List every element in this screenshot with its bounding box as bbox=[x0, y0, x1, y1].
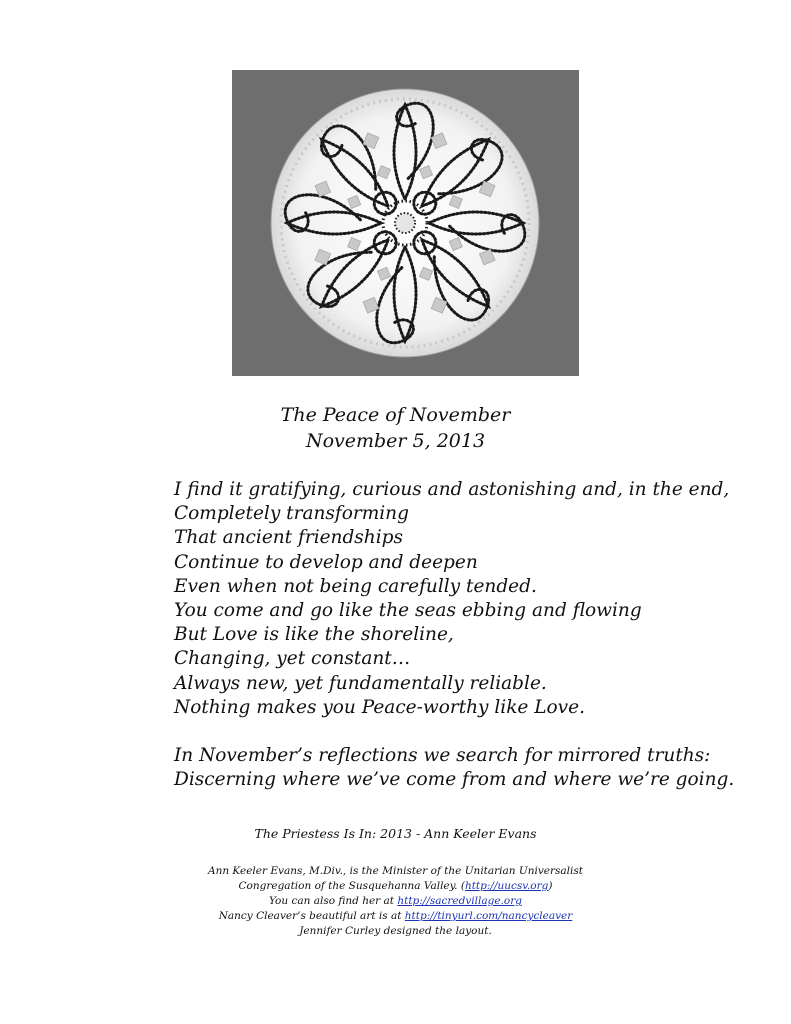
stanza-break bbox=[174, 720, 774, 744]
poem-line: Even when not being carefully tended. bbox=[174, 575, 537, 597]
poem-title: The Peace of November bbox=[280, 404, 511, 426]
mandala-icon bbox=[232, 70, 579, 376]
credits-text: Nancy Cleaver’s beautiful art is at bbox=[218, 910, 405, 922]
uucsv-link[interactable]: http://uucsv.org bbox=[464, 880, 549, 892]
poem-line: Continue to develop and deepen bbox=[174, 551, 478, 573]
poem-title-block bbox=[0, 402, 791, 454]
poem-line: I find it gratifying, curious and astonishing and, in the end, bbox=[174, 479, 730, 500]
poem-line: Always new, yet fundamentally reliable. bbox=[174, 672, 547, 694]
sacredvillage-link[interactable]: http://sacredvillage.org bbox=[397, 895, 522, 907]
credits-text: Congregation of the Susquehanna Valley. ( bbox=[238, 880, 465, 892]
poem-line: Nothing makes you Peace-worthy like Love. bbox=[174, 696, 585, 718]
poem-line: Changing, yet constant… bbox=[174, 648, 411, 670]
poem-line: That ancient friendships bbox=[174, 527, 403, 549]
nancycleaver-link[interactable]: http://tinyurl.com/nancycleaver bbox=[404, 910, 573, 922]
poem-line: Completely transforming bbox=[174, 503, 409, 525]
credits-line-congregation bbox=[0, 879, 791, 894]
poem-line: You come and go like the seas ebbing and flowing bbox=[174, 600, 642, 622]
poem-signature: The Priestess Is In: 2013 - Ann Keeler Evans bbox=[254, 826, 537, 841]
mandala-artwork bbox=[232, 70, 579, 376]
credits-text: You can also find her at bbox=[269, 895, 398, 907]
credits-line-artist bbox=[0, 909, 791, 924]
poem-body bbox=[174, 478, 774, 792]
poem-line: But Love is like the shoreline, bbox=[174, 624, 454, 646]
credits-text: ) bbox=[548, 880, 553, 892]
credits-line-minister: Ann Keeler Evans, M.Div., is the Minister of the Unitarian Universalist bbox=[207, 865, 583, 877]
credits-line-layout: Jennifer Curley designed the layout. bbox=[299, 925, 492, 937]
poem-date: November 5, 2013 bbox=[305, 430, 486, 452]
credits-line-sacredvillage bbox=[0, 894, 791, 909]
poem-line: In November’s reflections we search for mirrored truths: bbox=[174, 745, 711, 767]
credits-block bbox=[0, 864, 791, 939]
poem-line: Discerning where we’ve come from and where we’re going. bbox=[174, 769, 735, 791]
